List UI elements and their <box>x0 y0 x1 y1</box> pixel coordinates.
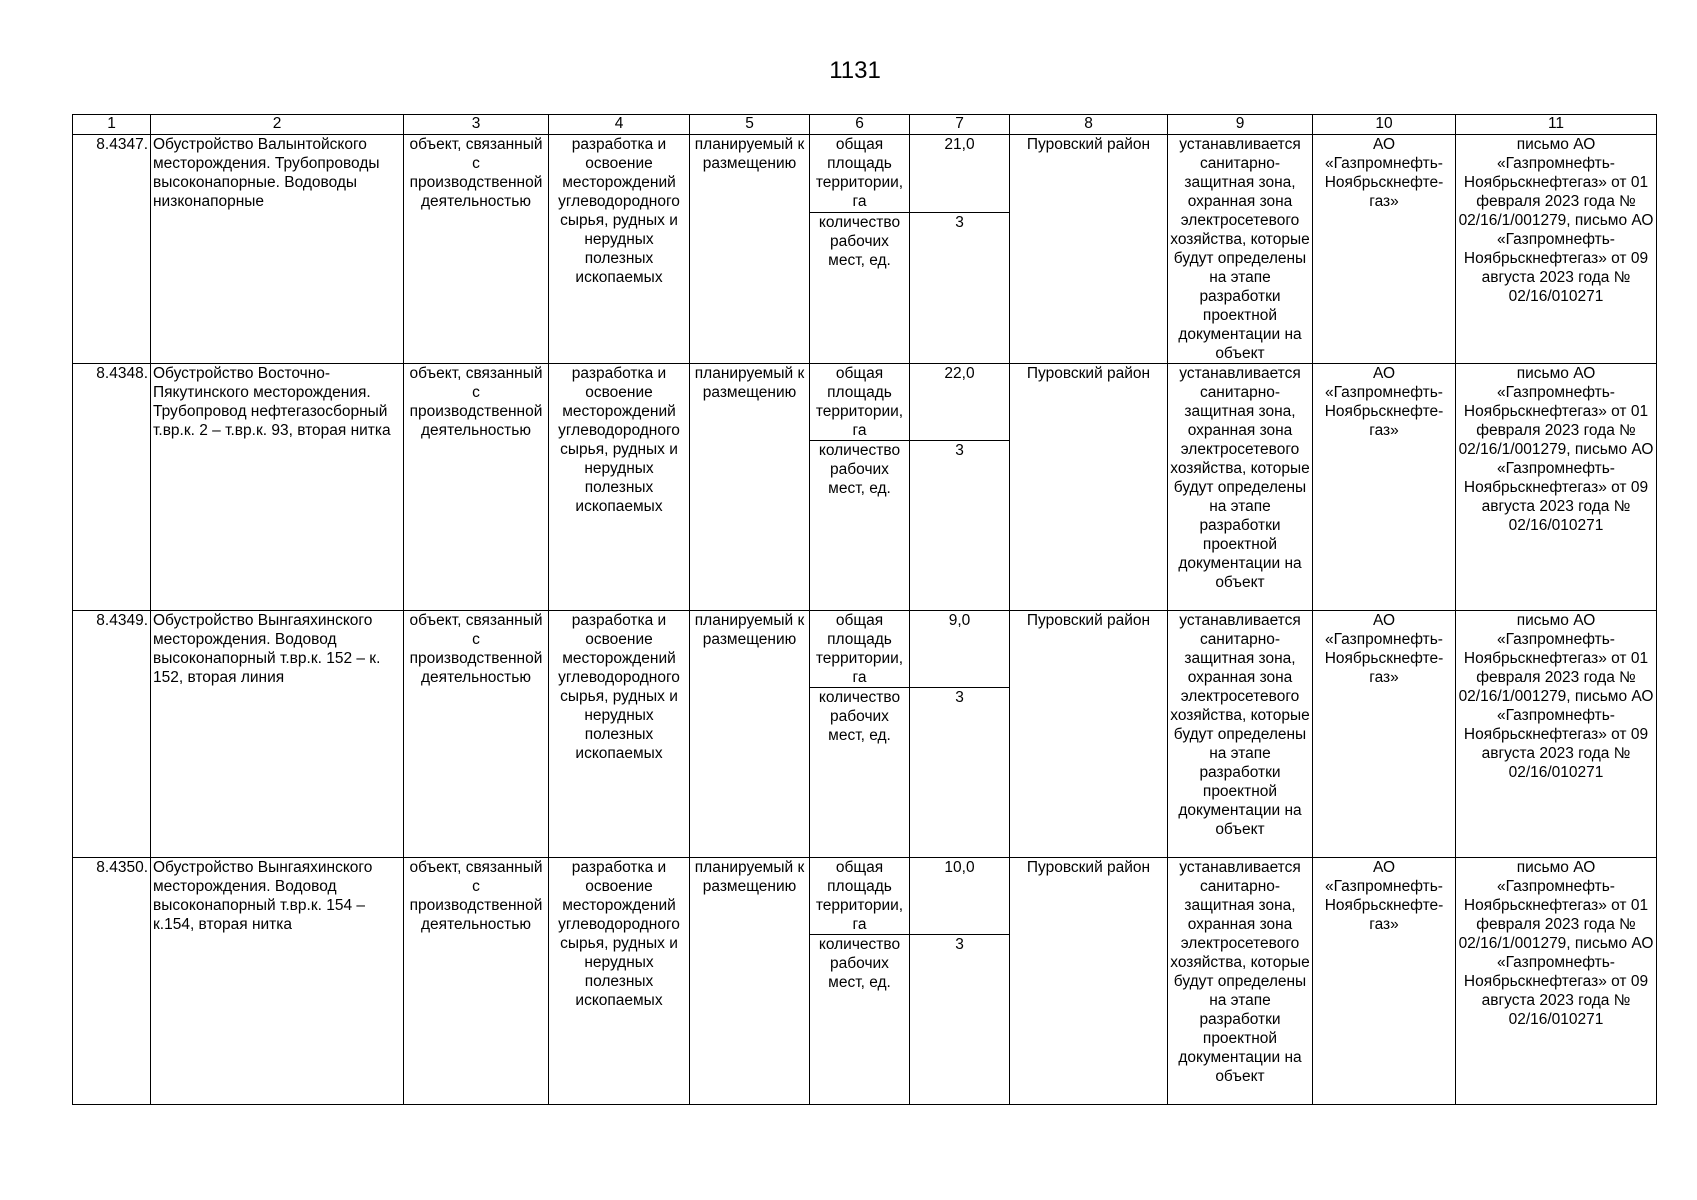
parameter-value-area: 9,0 <box>910 611 1010 688</box>
zone-description: устанавливается санитарно-защитная зона, охранная зона электросетевого хозяйства, которые будут определены на этапе разработки проектной документации на объект <box>1168 364 1313 611</box>
parameter-value-area: 22,0 <box>910 364 1010 441</box>
row-id: 8.4350. <box>73 858 151 1105</box>
parameter-value-jobs: 3 <box>910 935 1010 1105</box>
basis-document: письмо АО «Газпромнефть-Ноябрьскнефтегаз» от 01 февраля 2023 года № 02/16/1/001279, письмо АО «Газпромнефть-Ноябрьскнефтегаз» от 09 августа 2023 года № 02/16/010271 <box>1456 364 1657 611</box>
object-location: Пуровский район <box>1010 364 1168 611</box>
parameter-value-jobs: 3 <box>910 212 1010 363</box>
object-type: объект, связанный с производственной деятельностью <box>404 364 549 611</box>
parameter-name-jobs: количество рабочих мест, ед. <box>810 688 910 858</box>
object-purpose: разработка и освоение месторождений углеводородного сырья, рудных и нерудных полезных ископаемых <box>549 858 690 1105</box>
object-name: Обустройство Восточно-Пякутинского месторождения. Трубопровод нефтегазосборный т.вр.к. 2 – т.вр.к. 93, вторая нитка <box>151 364 404 611</box>
column-number-row <box>73 115 1657 135</box>
zone-description: устанавливается санитарно-защитная зона, охранная зона электросетевого хозяйства, которые будут определены на этапе разработки проектной документации на объект <box>1168 611 1313 858</box>
object-location: Пуровский район <box>1010 135 1168 364</box>
object-name: Обустройство Валынтойского месторождения. Трубопроводы высоконапорные. Водоводы низконапорные <box>151 135 404 364</box>
parameter-value-area: 21,0 <box>910 135 1010 213</box>
organization: АО «Газпромнефть-Ноябрьскнефте-газ» <box>1313 135 1456 364</box>
object-status: планируемый к размещению <box>690 611 810 858</box>
parameter-name-jobs: количество рабочих мест, ед. <box>810 212 910 363</box>
column-number-6: 6 <box>810 115 910 135</box>
object-status: планируемый к размещению <box>690 364 810 611</box>
column-number-3: 3 <box>404 115 549 135</box>
organization: АО «Газпромнефть-Ноябрьскнефте-газ» <box>1313 858 1456 1105</box>
parameter-name-area: общая площадь территории, га <box>810 364 910 441</box>
column-number-7: 7 <box>910 115 1010 135</box>
column-number-5: 5 <box>690 115 810 135</box>
object-status: планируемый к размещению <box>690 135 810 364</box>
object-status: планируемый к размещению <box>690 858 810 1105</box>
object-purpose: разработка и освоение месторождений углеводородного сырья, рудных и нерудных полезных ископаемых <box>549 611 690 858</box>
parameter-value-jobs: 3 <box>910 688 1010 858</box>
basis-document: письмо АО «Газпромнефть-Ноябрьскнефтегаз» от 01 февраля 2023 года № 02/16/1/001279, письмо АО «Газпромнефть-Ноябрьскнефтегаз» от 09 августа 2023 года № 02/16/010271 <box>1456 858 1657 1105</box>
table-body <box>73 115 1657 1105</box>
page-number: 1131 <box>829 57 881 84</box>
table-row <box>73 364 1657 441</box>
registry-table <box>72 114 1657 1105</box>
column-number-9: 9 <box>1168 115 1313 135</box>
column-number-10: 10 <box>1313 115 1456 135</box>
parameter-name-area: общая площадь территории, га <box>810 858 910 935</box>
parameter-name-area: общая площадь территории, га <box>810 611 910 688</box>
object-purpose: разработка и освоение месторождений углеводородного сырья, рудных и нерудных полезных ископаемых <box>549 135 690 364</box>
zone-description: устанавливается санитарно-защитная зона, охранная зона электросетевого хозяйства, которые будут определены на этапе разработки проектной документации на объект <box>1168 858 1313 1105</box>
object-type: объект, связанный с производственной деятельностью <box>404 858 549 1105</box>
object-name: Обустройство Вынгаяхинского месторождения. Водовод высоконапорный т.вр.к. 152 – к. 152, вторая линия <box>151 611 404 858</box>
object-location: Пуровский район <box>1010 611 1168 858</box>
organization: АО «Газпромнефть-Ноябрьскнефте-газ» <box>1313 611 1456 858</box>
table-row <box>73 135 1657 213</box>
table-row <box>73 858 1657 935</box>
parameter-value-area: 10,0 <box>910 858 1010 935</box>
parameter-name-jobs: количество рабочих мест, ед. <box>810 441 910 611</box>
object-purpose: разработка и освоение месторождений углеводородного сырья, рудных и нерудных полезных ископаемых <box>549 364 690 611</box>
table-row <box>73 611 1657 688</box>
zone-description: устанавливается санитарно-защитная зона, охранная зона электросетевого хозяйства, которые будут определены на этапе разработки проектной документации на объект <box>1168 135 1313 364</box>
row-id: 8.4347. <box>73 135 151 364</box>
parameter-name-area: общая площадь территории, га <box>810 135 910 213</box>
row-id: 8.4348. <box>73 364 151 611</box>
basis-document: письмо АО «Газпромнефть-Ноябрьскнефтегаз» от 01 февраля 2023 года № 02/16/1/001279, письмо АО «Газпромнефть-Ноябрьскнефтегаз» от 09 августа 2023 года № 02/16/010271 <box>1456 135 1657 364</box>
organization: АО «Газпромнефть-Ноябрьскнефте-газ» <box>1313 364 1456 611</box>
parameter-value-jobs: 3 <box>910 441 1010 611</box>
row-id: 8.4349. <box>73 611 151 858</box>
object-type: объект, связанный с производственной деятельностью <box>404 135 549 364</box>
column-number-4: 4 <box>549 115 690 135</box>
basis-document: письмо АО «Газпромнефть-Ноябрьскнефтегаз» от 01 февраля 2023 года № 02/16/1/001279, письмо АО «Газпромнефть-Ноябрьскнефтегаз» от 09 августа 2023 года № 02/16/010271 <box>1456 611 1657 858</box>
column-number-11: 11 <box>1456 115 1657 135</box>
object-location: Пуровский район <box>1010 858 1168 1105</box>
column-number-1: 1 <box>73 115 151 135</box>
object-name: Обустройство Вынгаяхинского месторождения. Водовод высоконапорный т.вр.к. 154 – к.154, вторая нитка <box>151 858 404 1105</box>
column-number-2: 2 <box>151 115 404 135</box>
object-type: объект, связанный с производственной деятельностью <box>404 611 549 858</box>
parameter-name-jobs: количество рабочих мест, ед. <box>810 935 910 1105</box>
column-number-8: 8 <box>1010 115 1168 135</box>
